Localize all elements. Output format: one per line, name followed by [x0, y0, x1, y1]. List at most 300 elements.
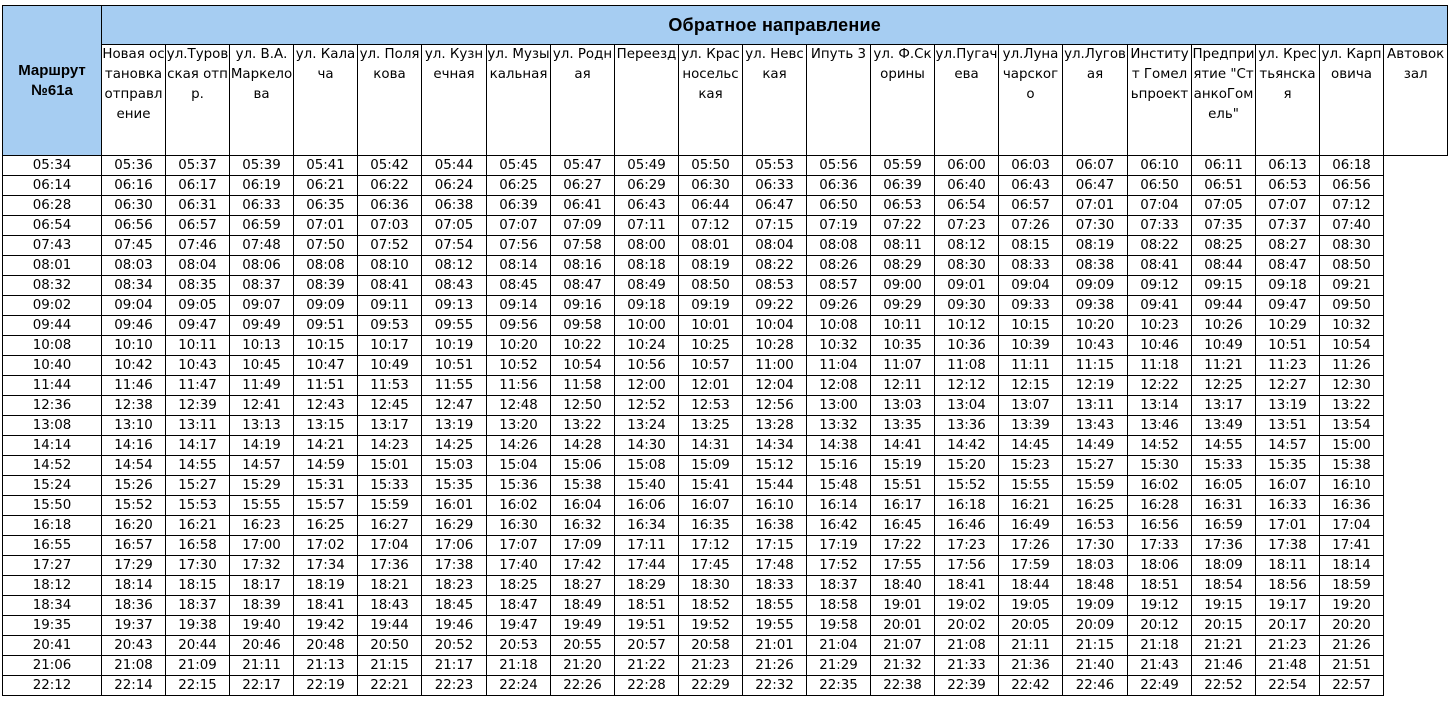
departure-time: 08:32: [3, 276, 102, 296]
departure-time: 08:12: [935, 236, 999, 256]
departure-time: 16:38: [743, 516, 807, 536]
departure-time: 16:20: [102, 516, 166, 536]
departure-time: 15:52: [935, 476, 999, 496]
departure-time: 11:55: [422, 376, 487, 396]
departure-time: 07:07: [487, 216, 551, 236]
departure-time: 12:50: [551, 396, 615, 416]
departure-time: 07:07: [1256, 196, 1320, 216]
departure-time: 13:46: [1128, 416, 1192, 436]
departure-time: 14:17: [166, 436, 230, 456]
departure-time: 17:15: [743, 536, 807, 556]
departure-time: 09:14: [487, 296, 551, 316]
trip-row: [3, 316, 1448, 336]
departure-time: 15:03: [422, 456, 487, 476]
departure-time: 13:15: [294, 416, 358, 436]
departure-time: 08:57: [807, 276, 871, 296]
departure-time: 10:08: [3, 336, 102, 356]
departure-time: 13:20: [487, 416, 551, 436]
departure-time: 16:21: [166, 516, 230, 536]
departure-time: 21:18: [1128, 636, 1192, 656]
departure-time: 22:26: [551, 676, 615, 696]
departure-time: 17:36: [1192, 536, 1256, 556]
departure-time: 11:21: [1192, 356, 1256, 376]
departure-time: 05:34: [3, 156, 102, 176]
departure-time: 13:00: [807, 396, 871, 416]
departure-time: 13:11: [1063, 396, 1128, 416]
departure-time: 14:30: [615, 436, 679, 456]
departure-time: 06:31: [166, 196, 230, 216]
trip-row: [3, 476, 1448, 496]
departure-time: 16:57: [102, 536, 166, 556]
departure-time: 16:34: [615, 516, 679, 536]
departure-time: 14:14: [3, 436, 102, 456]
departure-time: 21:17: [422, 656, 487, 676]
departure-time: 19:51: [615, 616, 679, 636]
departure-time: 14:25: [422, 436, 487, 456]
departure-time: 12:11: [871, 376, 935, 396]
departure-time: 08:06: [230, 256, 294, 276]
departure-time: 16:21: [999, 496, 1063, 516]
departure-time: 22:42: [999, 676, 1063, 696]
stop-header: ул. Кузнечная: [422, 45, 487, 156]
departure-time: 15:53: [166, 496, 230, 516]
departure-time: 10:11: [166, 336, 230, 356]
departure-time: 22:29: [679, 676, 743, 696]
departure-time: 07:03: [358, 216, 422, 236]
departure-time: 16:02: [1128, 476, 1192, 496]
departure-time: 16:56: [1128, 516, 1192, 536]
departure-time: 08:04: [166, 256, 230, 276]
departure-time: 07:35: [1192, 216, 1256, 236]
route-label-line1: Маршрут: [18, 61, 86, 79]
departure-time: 07:09: [551, 216, 615, 236]
departure-time: 13:39: [999, 416, 1063, 436]
departure-time: 09:09: [294, 296, 358, 316]
trip-row: [3, 336, 1448, 356]
departure-time: 20:15: [1192, 616, 1256, 636]
departure-time: 12:53: [679, 396, 743, 416]
departure-time: 17:45: [679, 556, 743, 576]
departure-time: 21:13: [294, 656, 358, 676]
departure-time: 07:04: [1128, 196, 1192, 216]
direction-title: Обратное направление: [102, 6, 1448, 45]
departure-time: 08:16: [551, 256, 615, 276]
trip-row: [3, 436, 1448, 456]
departure-time: 17:59: [999, 556, 1063, 576]
departure-time: 22:54: [1256, 676, 1320, 696]
trip-row: [3, 496, 1448, 516]
departure-time: 06:29: [615, 176, 679, 196]
departure-time: 14:23: [358, 436, 422, 456]
departure-time: 06:17: [166, 176, 230, 196]
departure-time: 13:35: [871, 416, 935, 436]
departure-time: 20:50: [358, 636, 422, 656]
departure-time: 16:53: [1063, 516, 1128, 536]
departure-time: 21:23: [1256, 636, 1320, 656]
departure-time: 21:43: [1128, 656, 1192, 676]
departure-time: 10:43: [166, 356, 230, 376]
departure-time: 10:08: [807, 316, 871, 336]
departure-time: 09:00: [871, 276, 935, 296]
departure-time: 11:53: [358, 376, 422, 396]
departure-time: 08:27: [1256, 236, 1320, 256]
departure-time: 22:21: [358, 676, 422, 696]
trip-row: [3, 456, 1448, 476]
departure-time: 20:44: [166, 636, 230, 656]
departure-time: 17:41: [1320, 536, 1384, 556]
departure-time: 13:07: [999, 396, 1063, 416]
departure-time: 06:56: [102, 216, 166, 236]
departure-time: 09:15: [1192, 276, 1256, 296]
departure-time: 17:04: [1320, 516, 1384, 536]
departure-time: 18:48: [1063, 576, 1128, 596]
departure-time: 10:17: [358, 336, 422, 356]
departure-time: 07:46: [166, 236, 230, 256]
departure-time: 07:22: [871, 216, 935, 236]
departure-time: 08:19: [1063, 236, 1128, 256]
departure-time: 08:00: [615, 236, 679, 256]
route-label: [3, 6, 102, 156]
departure-time: 12:43: [294, 396, 358, 416]
departure-time: 15:36: [487, 476, 551, 496]
departure-time: 09:38: [1063, 296, 1128, 316]
departure-time: 09:01: [935, 276, 999, 296]
departure-time: 18:21: [358, 576, 422, 596]
trip-row: [3, 616, 1448, 636]
departure-time: 16:10: [743, 496, 807, 516]
departure-time: 20:02: [935, 616, 999, 636]
departure-time: 06:07: [1063, 156, 1128, 176]
trip-row: [3, 156, 1448, 176]
departure-time: 18:41: [294, 596, 358, 616]
departure-time: 06:14: [3, 176, 102, 196]
departure-time: 09:18: [1256, 276, 1320, 296]
departure-time: 09:26: [807, 296, 871, 316]
departure-time: 12:52: [615, 396, 679, 416]
departure-time: 06:54: [935, 196, 999, 216]
departure-time: 10:32: [807, 336, 871, 356]
departure-time: 08:39: [294, 276, 358, 296]
departure-time: 18:39: [230, 596, 294, 616]
stop-header: ул.Пугачева: [935, 45, 999, 156]
departure-time: 10:25: [679, 336, 743, 356]
departure-time: 15:55: [230, 496, 294, 516]
departure-time: 07:37: [1256, 216, 1320, 236]
departure-time: 18:25: [487, 576, 551, 596]
departure-time: 14:41: [871, 436, 935, 456]
departure-time: 18:51: [615, 596, 679, 616]
trip-row: [3, 196, 1448, 216]
departure-time: 15:04: [487, 456, 551, 476]
trip-row: [3, 576, 1448, 596]
departure-time: 14:28: [551, 436, 615, 456]
departure-time: 17:11: [615, 536, 679, 556]
departure-time: 08:41: [358, 276, 422, 296]
departure-time: 10:49: [1192, 336, 1256, 356]
departure-time: 17:30: [166, 556, 230, 576]
departure-time: 21:18: [487, 656, 551, 676]
departure-time: 08:50: [1320, 256, 1384, 276]
departure-time: 06:56: [1320, 176, 1384, 196]
departure-time: 19:55: [743, 616, 807, 636]
departure-time: 17:27: [3, 556, 102, 576]
departure-time: 17:42: [551, 556, 615, 576]
departure-time: 16:07: [679, 496, 743, 516]
departure-time: 14:26: [487, 436, 551, 456]
departure-time: 10:13: [230, 336, 294, 356]
departure-time: 06:59: [230, 216, 294, 236]
departure-time: 12:01: [679, 376, 743, 396]
departure-time: 09:21: [1320, 276, 1384, 296]
departure-time: 10:20: [1063, 316, 1128, 336]
departure-time: 17:06: [422, 536, 487, 556]
departure-time: 19:05: [999, 596, 1063, 616]
stops-header-row: [3, 45, 1448, 156]
departure-time: 20:55: [551, 636, 615, 656]
departure-time: 15:30: [1128, 456, 1192, 476]
departure-time: 18:59: [1320, 576, 1384, 596]
departure-time: 11:08: [935, 356, 999, 376]
departure-time: 07:52: [358, 236, 422, 256]
departure-time: 20:52: [422, 636, 487, 656]
departure-time: 15:12: [743, 456, 807, 476]
departure-time: 21:48: [1256, 656, 1320, 676]
departure-time: 14:38: [807, 436, 871, 456]
departure-time: 21:04: [807, 636, 871, 656]
departure-time: 12:19: [1063, 376, 1128, 396]
departure-time: 06:43: [615, 196, 679, 216]
departure-time: 21:11: [999, 636, 1063, 656]
departure-time: 09:51: [294, 316, 358, 336]
trip-row: [3, 516, 1448, 536]
departure-time: 10:57: [679, 356, 743, 376]
departure-time: 16:14: [807, 496, 871, 516]
departure-time: 13:13: [230, 416, 294, 436]
departure-time: 18:29: [615, 576, 679, 596]
departure-time: 20:57: [615, 636, 679, 656]
stop-header: ул. В.А. Маркелова: [230, 45, 294, 156]
stop-header: Автовокзал: [1384, 45, 1448, 156]
departure-time: 07:45: [102, 236, 166, 256]
departure-time: 14:45: [999, 436, 1063, 456]
departure-time: 08:41: [1128, 256, 1192, 276]
departure-time: 12:56: [743, 396, 807, 416]
departure-time: 07:26: [999, 216, 1063, 236]
departure-time: 06:00: [935, 156, 999, 176]
departure-time: 21:29: [807, 656, 871, 676]
departure-time: 05:41: [294, 156, 358, 176]
departure-time: 06:13: [1256, 156, 1320, 176]
departure-time: 13:17: [1192, 396, 1256, 416]
departure-time: 09:44: [3, 316, 102, 336]
departure-time: 13:10: [102, 416, 166, 436]
departure-time: 06:41: [551, 196, 615, 216]
departure-time: 22:17: [230, 676, 294, 696]
departure-time: 07:12: [1320, 196, 1384, 216]
departure-time: 18:15: [166, 576, 230, 596]
trip-row: [3, 556, 1448, 576]
departure-time: 06:36: [807, 176, 871, 196]
departure-time: 17:38: [422, 556, 487, 576]
departure-time: 15:20: [935, 456, 999, 476]
stop-header: ул. Музыкальная: [487, 45, 551, 156]
departure-time: 07:54: [422, 236, 487, 256]
departure-time: 18:37: [807, 576, 871, 596]
departure-time: 21:32: [871, 656, 935, 676]
stop-header: ул.Луговая: [1063, 45, 1128, 156]
departure-time: 16:55: [3, 536, 102, 556]
departure-time: 10:29: [1256, 316, 1320, 336]
departure-time: 21:06: [3, 656, 102, 676]
departure-time: 17:48: [743, 556, 807, 576]
departure-time: 11:11: [999, 356, 1063, 376]
departure-time: 16:25: [294, 516, 358, 536]
departure-time: 22:23: [422, 676, 487, 696]
departure-time: 09:44: [1192, 296, 1256, 316]
departure-time: 20:41: [3, 636, 102, 656]
departure-time: 18:14: [1320, 556, 1384, 576]
stop-header: ул.Луначарского: [999, 45, 1063, 156]
departure-time: 07:33: [1128, 216, 1192, 236]
departure-time: 08:10: [358, 256, 422, 276]
trip-row: [3, 356, 1448, 376]
departure-time: 11:18: [1128, 356, 1192, 376]
departure-time: 08:12: [422, 256, 487, 276]
departure-time: 09:05: [166, 296, 230, 316]
departure-time: 18:55: [743, 596, 807, 616]
departure-time: 20:20: [1320, 616, 1384, 636]
departure-time: 09:04: [999, 276, 1063, 296]
departure-time: 07:01: [1063, 196, 1128, 216]
departure-time: 05:44: [422, 156, 487, 176]
departure-time: 09:50: [1320, 296, 1384, 316]
departure-time: 13:14: [1128, 396, 1192, 416]
departure-time: 09:55: [422, 316, 487, 336]
departure-time: 06:36: [358, 196, 422, 216]
departure-time: 18:12: [3, 576, 102, 596]
departure-time: 05:42: [358, 156, 422, 176]
departure-time: 12:12: [935, 376, 999, 396]
departure-time: 15:44: [743, 476, 807, 496]
departure-time: 08:01: [679, 236, 743, 256]
departure-time: 06:22: [358, 176, 422, 196]
departure-time: 17:40: [487, 556, 551, 576]
trip-row: [3, 596, 1448, 616]
departure-time: 06:30: [679, 176, 743, 196]
timetable-body: [3, 156, 1448, 696]
departure-time: 16:29: [422, 516, 487, 536]
departure-time: 07:11: [615, 216, 679, 236]
departure-time: 18:03: [1063, 556, 1128, 576]
departure-time: 16:33: [1256, 496, 1320, 516]
departure-time: 14:57: [230, 456, 294, 476]
departure-time: 15:29: [230, 476, 294, 496]
departure-time: 10:51: [422, 356, 487, 376]
departure-time: 05:47: [551, 156, 615, 176]
departure-time: 12:48: [487, 396, 551, 416]
departure-time: 08:44: [1192, 256, 1256, 276]
departure-time: 17:07: [487, 536, 551, 556]
departure-time: 10:56: [615, 356, 679, 376]
departure-time: 06:35: [294, 196, 358, 216]
departure-time: 14:21: [294, 436, 358, 456]
departure-time: 08:08: [294, 256, 358, 276]
departure-time: 10:42: [102, 356, 166, 376]
departure-time: 12:38: [102, 396, 166, 416]
departure-time: 12:45: [358, 396, 422, 416]
departure-time: 08:47: [1256, 256, 1320, 276]
trip-row: [3, 396, 1448, 416]
departure-time: 21:40: [1063, 656, 1128, 676]
departure-time: 19:35: [3, 616, 102, 636]
departure-time: 16:25: [1063, 496, 1128, 516]
departure-time: 22:15: [166, 676, 230, 696]
departure-time: 14:31: [679, 436, 743, 456]
stop-header: ул. Карповича: [1320, 45, 1384, 156]
departure-time: 21:46: [1192, 656, 1256, 676]
departure-time: 05:50: [679, 156, 743, 176]
departure-time: 18:14: [102, 576, 166, 596]
departure-time: 08:19: [679, 256, 743, 276]
departure-time: 13:28: [743, 416, 807, 436]
departure-time: 22:39: [935, 676, 999, 696]
departure-time: 07:15: [743, 216, 807, 236]
departure-time: 11:07: [871, 356, 935, 376]
departure-time: 15:59: [358, 496, 422, 516]
departure-time: 17:30: [1063, 536, 1128, 556]
departure-time: 06:28: [3, 196, 102, 216]
departure-time: 11:00: [743, 356, 807, 376]
departure-time: 13:36: [935, 416, 999, 436]
departure-time: 09:29: [871, 296, 935, 316]
stop-header: ул. Крестьянская: [1256, 45, 1320, 156]
departure-time: 19:47: [487, 616, 551, 636]
departure-time: 19:40: [230, 616, 294, 636]
departure-time: 16:31: [1192, 496, 1256, 516]
departure-time: 10:15: [294, 336, 358, 356]
departure-time: 07:30: [1063, 216, 1128, 236]
departure-time: 22:52: [1192, 676, 1256, 696]
departure-time: 22:57: [1320, 676, 1384, 696]
departure-time: 09:46: [102, 316, 166, 336]
departure-time: 13:32: [807, 416, 871, 436]
departure-time: 16:27: [358, 516, 422, 536]
departure-time: 08:22: [1128, 236, 1192, 256]
departure-time: 09:53: [358, 316, 422, 336]
departure-time: 12:36: [3, 396, 102, 416]
departure-time: 15:40: [615, 476, 679, 496]
departure-time: 06:25: [487, 176, 551, 196]
departure-time: 12:47: [422, 396, 487, 416]
departure-time: 15:27: [166, 476, 230, 496]
departure-time: 12:08: [807, 376, 871, 396]
departure-time: 14:49: [1063, 436, 1128, 456]
stop-header: ул. Красносельская: [679, 45, 743, 156]
departure-time: 15:52: [102, 496, 166, 516]
departure-time: 11:23: [1256, 356, 1320, 376]
departure-time: 09:09: [1063, 276, 1128, 296]
departure-time: 15:59: [1063, 476, 1128, 496]
departure-time: 10:24: [615, 336, 679, 356]
departure-time: 09:16: [551, 296, 615, 316]
departure-time: 06:19: [230, 176, 294, 196]
departure-time: 21:20: [551, 656, 615, 676]
departure-time: 10:28: [743, 336, 807, 356]
departure-time: 06:39: [871, 176, 935, 196]
departure-time: 11:58: [551, 376, 615, 396]
departure-time: 10:10: [102, 336, 166, 356]
departure-time: 08:30: [935, 256, 999, 276]
